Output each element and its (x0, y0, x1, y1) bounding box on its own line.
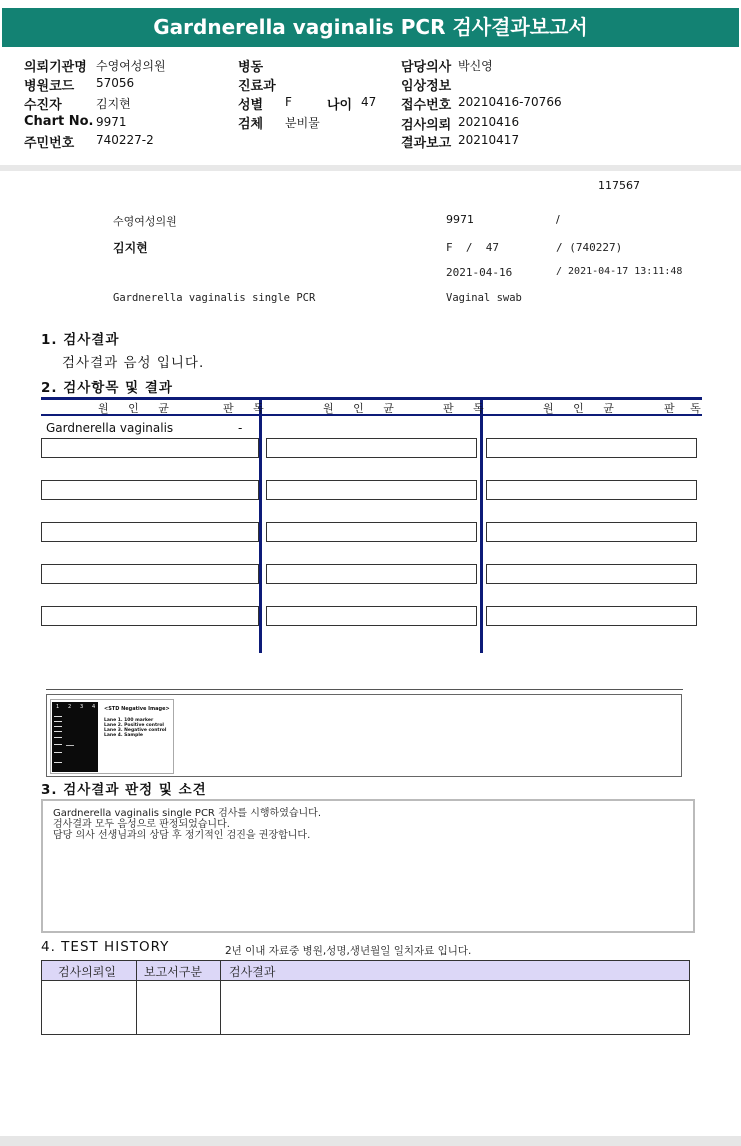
info-request-date: 2021-04-16 (446, 266, 513, 279)
report-title: Gardnerella vaginalis PCR 검사결과보고서 (2, 8, 739, 47)
section1-result: 검사결과 음성 입니다. (62, 355, 205, 371)
chart-value: 9971 (96, 115, 127, 129)
opinion-box (41, 799, 695, 933)
chart-label: Chart No. (24, 114, 94, 129)
gel-band (54, 744, 62, 745)
result-cell (266, 438, 477, 458)
result-cell (486, 606, 697, 626)
col-pathogen-2: 원 인 균 (323, 402, 402, 415)
result-cell (41, 606, 259, 626)
gel-legend-line: Lane 4. Sample (104, 733, 143, 738)
result-cell (41, 480, 259, 500)
section1-title: 1. 검사결과 (41, 332, 120, 348)
result-pathogen-name: Gardnerella vaginalis (46, 421, 174, 435)
patient-label: 수진자 (24, 98, 62, 113)
result-cell (41, 522, 259, 542)
gel-legend-line: Lane 2. Positive control (104, 723, 164, 728)
col-pathogen-3: 원 인 균 (543, 402, 622, 415)
section4-title: 4. TEST HISTORY (41, 939, 170, 955)
table-divider-1 (259, 397, 262, 653)
page-footer-bar (0, 1136, 741, 1146)
institution-label: 의뢰기관명 (24, 60, 87, 75)
history-col-request-date: 검사의뢰일 (58, 965, 116, 979)
department-label: 진료과 (238, 79, 276, 94)
report-date-label: 결과보고 (401, 136, 452, 151)
sex-value: F (285, 95, 292, 109)
history-table-header (42, 961, 689, 981)
patient-value: 김지현 (96, 97, 131, 111)
resident-label: 주민번호 (24, 136, 75, 151)
gel-legend-title: <STD Negative Image> (104, 706, 170, 712)
result-cell (486, 522, 697, 542)
result-cell (486, 480, 697, 500)
request-date-value: 20210416 (458, 115, 520, 129)
gel-band (54, 737, 62, 738)
result-cell (486, 564, 697, 584)
gel-legend-line: Lane 1. 100 marker (104, 718, 154, 723)
resident-value: 740227-2 (96, 133, 154, 147)
result-cell (41, 438, 259, 458)
history-col-divider (220, 961, 221, 1034)
result-cell (266, 564, 477, 584)
opinion-line: 담당 의사 선생님과의 상담 후 정기적인 검진을 권장합니다. (53, 830, 311, 841)
gel-legend-line: Lane 3. Negative control (104, 728, 167, 733)
gel-legend (104, 706, 170, 738)
gel-top-rule (46, 689, 683, 690)
age-value: 47 (361, 95, 377, 109)
history-col-divider (136, 961, 137, 1034)
header-divider (0, 165, 741, 171)
result-cell (266, 522, 477, 542)
hospital-code-value: 57056 (96, 76, 135, 90)
gel-electrophoresis-image (52, 702, 98, 772)
col-judgment-2: 판 독 (443, 402, 492, 415)
info-separator: / (556, 213, 560, 226)
gel-band (54, 721, 62, 722)
gel-band (66, 745, 74, 746)
result-judgment-value: - (238, 421, 243, 435)
result-cell (41, 564, 259, 584)
institution-value: 수영여성의원 (96, 59, 166, 73)
history-col-result: 검사결과 (229, 965, 276, 979)
gel-band (54, 731, 62, 732)
result-cell (266, 606, 477, 626)
table-divider-2 (480, 397, 483, 653)
history-table (41, 960, 690, 1035)
opinion-line: 검사결과 모두 음성으로 판정되었습니다. (53, 819, 230, 830)
request-date-label: 검사의뢰 (401, 118, 452, 133)
gel-band (54, 716, 62, 717)
info-chart-no: 9971 (446, 213, 474, 226)
info-birth: / (740227) (556, 241, 623, 254)
ward-label: 병동 (238, 60, 264, 75)
gel-band (54, 726, 62, 727)
lane-number: 2 (68, 704, 72, 710)
accession-label: 접수번호 (401, 98, 452, 113)
result-cell (486, 438, 697, 458)
info-specimen: Vaginal swab (446, 292, 522, 304)
col-judgment-1: 판 독 (223, 402, 272, 415)
doctor-value: 박신영 (458, 59, 493, 73)
sex-label: 성별 (238, 98, 264, 113)
result-cell (266, 480, 477, 500)
opinion-line: Gardnerella vaginalis single PCR 검사를 시행하였습니다. (53, 808, 322, 819)
info-test-name: Gardnerella vaginalis single PCR (113, 292, 316, 304)
col-pathogen-1: 원 인 균 (98, 402, 177, 415)
gel-band (54, 762, 62, 763)
gel-band (54, 752, 62, 753)
report-date-value: 20210417 (458, 133, 520, 147)
lane-number: 1 (56, 704, 60, 710)
history-col-report-type: 보고서구분 (144, 965, 202, 979)
doctor-label: 담당의사 (401, 60, 452, 75)
hospital-code-label: 병원코드 (24, 79, 75, 94)
section3-title: 3. 검사결과 판정 및 소견 (41, 782, 207, 798)
info-patient-name: 김지현 (113, 241, 148, 255)
lane-number: 3 (80, 704, 84, 710)
info-sex-age: F / 47 (446, 241, 499, 254)
col-judgment-3: 판 독 (664, 402, 707, 415)
specimen-value: 분비물 (285, 116, 320, 130)
lane-number: 4 (92, 704, 96, 710)
history-note: 2년 이내 자료중 병원,성명,생년월일 일치자료 입니다. (225, 945, 472, 957)
clinical-info-label: 임상정보 (401, 79, 452, 94)
age-label: 나이 (327, 98, 353, 113)
specimen-label: 검체 (238, 117, 264, 132)
info-institution: 수영여성의원 (113, 215, 177, 228)
accession-value: 20210416-70766 (458, 95, 562, 109)
info-report-datetime: / 2021-04-17 13:11:48 (556, 266, 683, 277)
report-id: 117567 (598, 179, 640, 192)
section2-title: 2. 검사항목 및 결과 (41, 380, 173, 396)
